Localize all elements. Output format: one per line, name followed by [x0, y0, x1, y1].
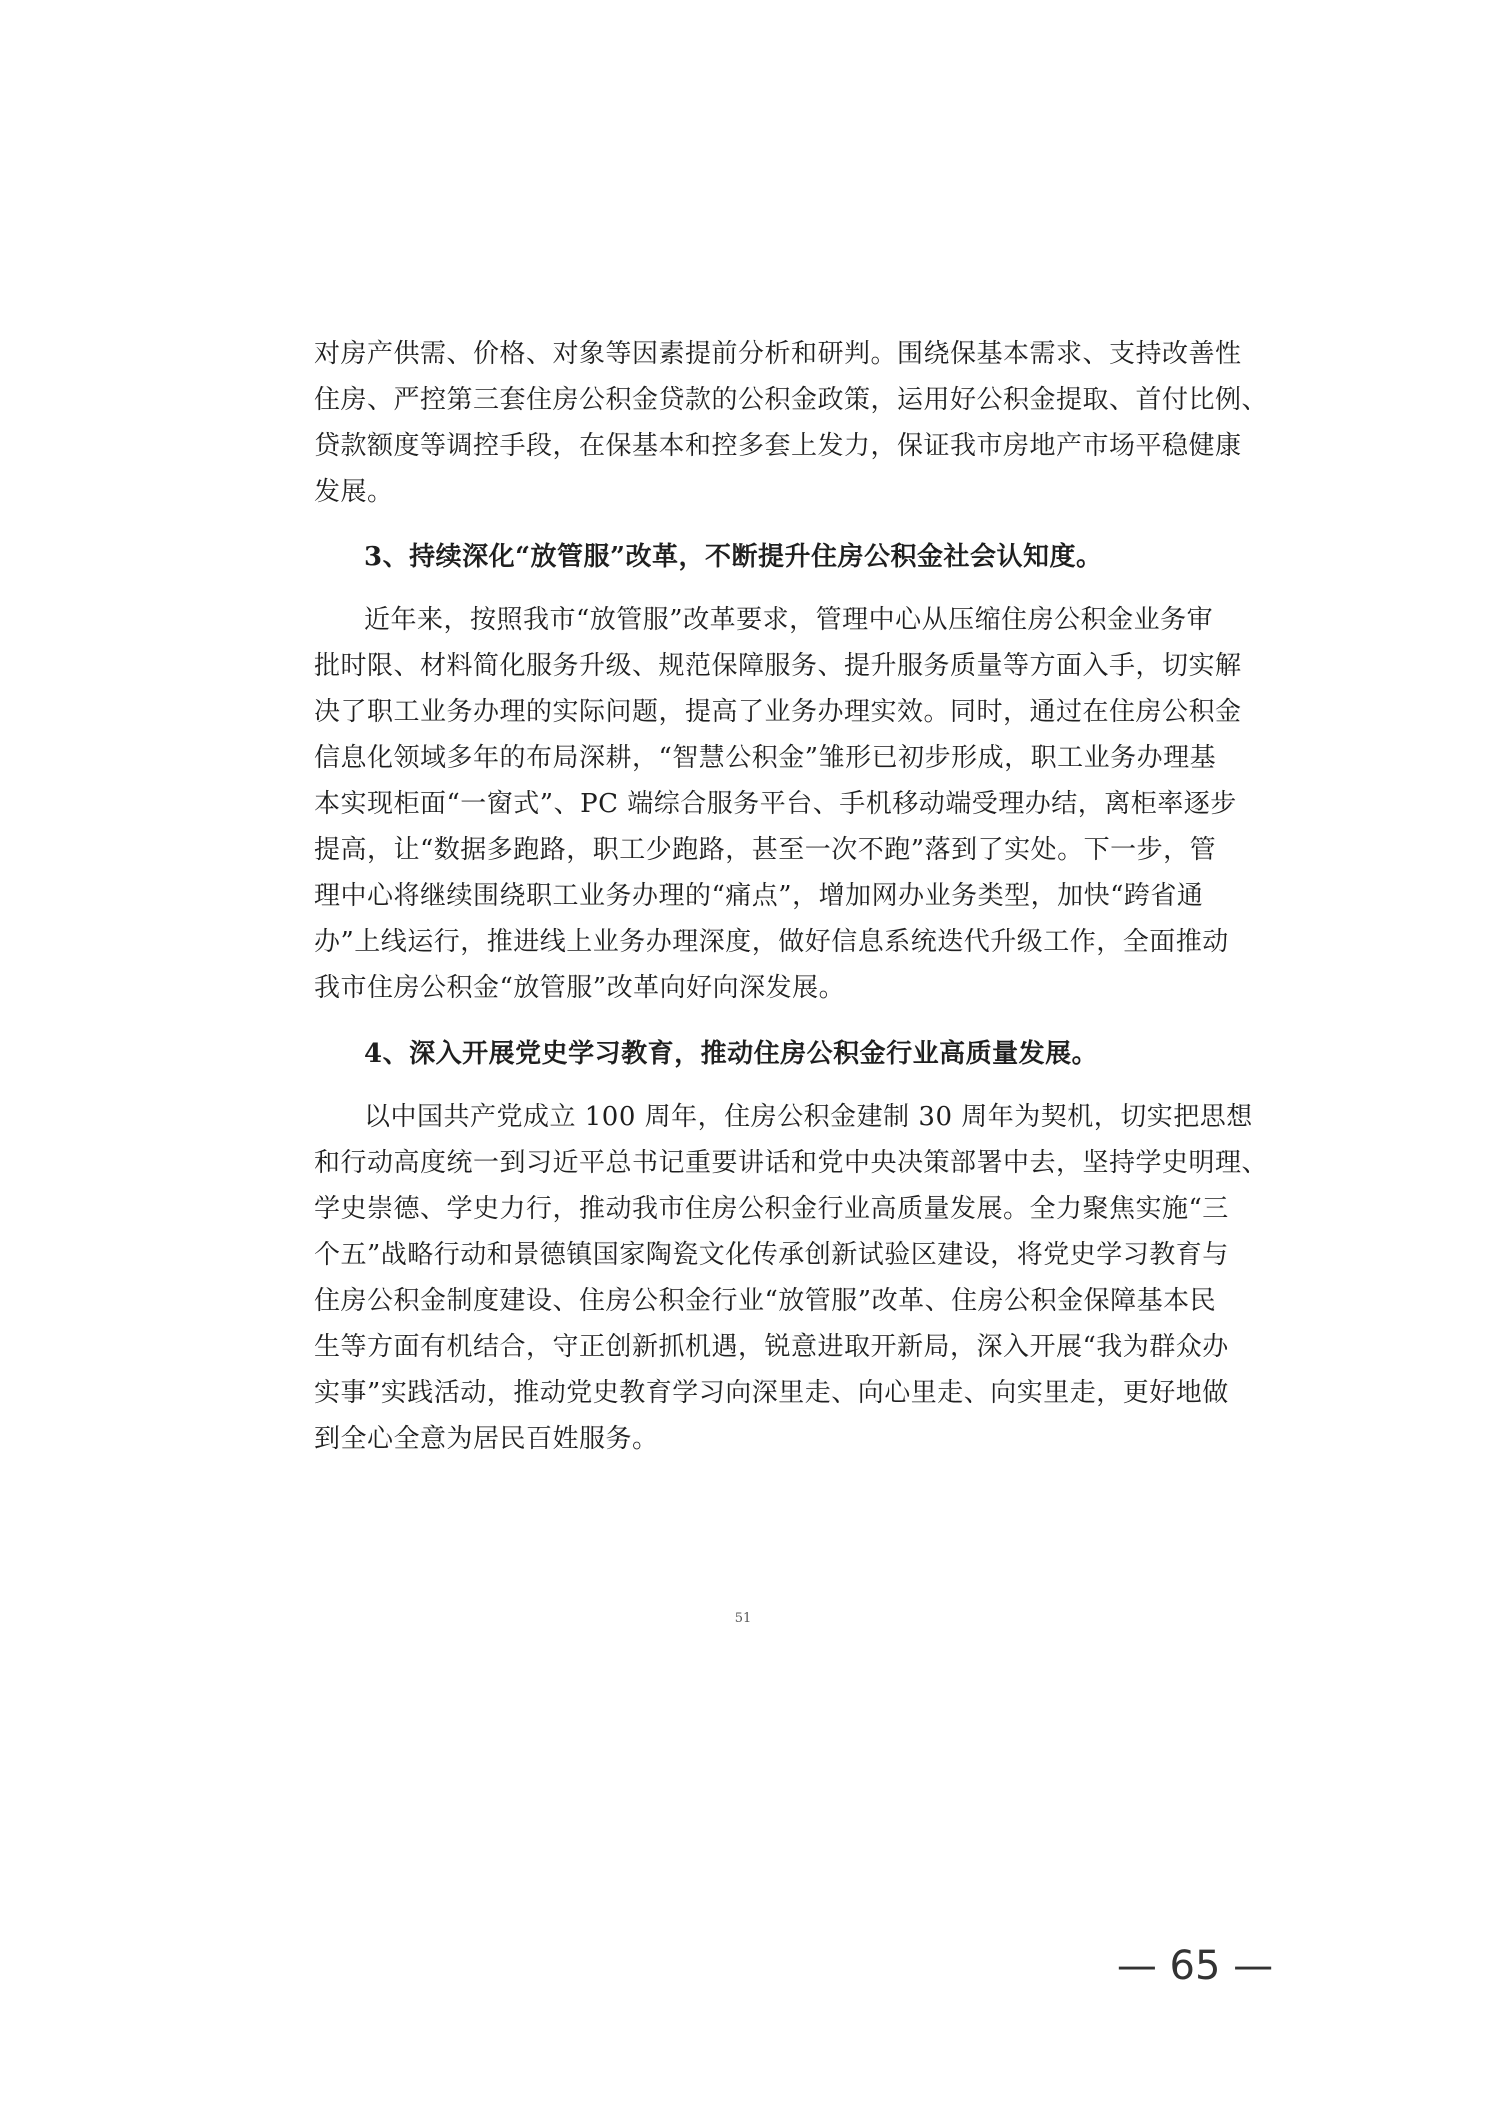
paragraph-line: 以中国共产党成立 100 周年，住房公积金建制 30 周年为契机，切实把思想: [364, 1102, 1253, 1132]
paragraph-line: 住房公积金制度建设、住房公积金行业“放管服”改革、住房公积金保障基本民: [314, 1286, 1217, 1316]
paragraph-line: 学史崇德、学史力行，推动我市住房公积金行业高质量发展。全力聚焦实施“三: [314, 1194, 1229, 1224]
paragraph-line: 住房、严控第三套住房公积金贷款的公积金政策，运用好公积金提取、首付比例、: [314, 385, 1269, 415]
paragraph-line: 到全心全意为居民百姓服务。: [314, 1424, 659, 1454]
paragraph-line: 信息化领域多年的布局深耕，“智慧公积金”雏形已初步形成，职工业务办理基: [314, 743, 1217, 773]
section-heading-4: 4、深入开展党史学习教育，推动住房公积金行业高质量发展。: [364, 1039, 1099, 1069]
paragraph-line: 生等方面有机结合，守正创新抓机遇，锐意进取开新局，深入开展“我为群众办: [314, 1332, 1229, 1362]
paragraph-line: 实事”实践活动，推动党史教育学习向深里走、向心里走、向实里走，更好地做: [314, 1378, 1229, 1408]
paragraph-line: 提高，让“数据多跑路，职工少跑路，甚至一次不跑”落到了实处。下一步，管: [314, 835, 1217, 865]
paragraph-line: 发展。: [314, 477, 394, 507]
inner-page-number: 51: [734, 1611, 752, 1626]
paragraph-line: 贷款额度等调控手段，在保基本和控多套上发力，保证我市房地产市场平稳健康: [314, 431, 1242, 461]
section-heading-3: 3、持续深化“放管服”改革，不断提升住房公积金社会认知度。: [364, 542, 1103, 572]
paragraph-line: 个五”战略行动和景德镇国家陶瓷文化传承创新试验区建设，将党史学习教育与: [314, 1240, 1229, 1270]
outer-page-number: — 65 —: [1116, 1943, 1274, 1989]
paragraph-line: 对房产供需、价格、对象等因素提前分析和研判。围绕保基本需求、支持改善性: [314, 339, 1242, 369]
paragraph-line: 和行动高度统一到习近平总书记重要讲话和党中央决策部署中去，坚持学史明理、: [314, 1148, 1269, 1178]
paragraph-line: 理中心将继续围绕职工业务办理的“痛点”，增加网办业务类型，加快“跨省通: [314, 881, 1204, 911]
paragraph-line: 决了职工业务办理的实际问题，提高了业务办理实效。同时，通过在住房公积金: [314, 697, 1242, 727]
paragraph-line: 我市住房公积金“放管服”改革向好向深发展。: [314, 973, 846, 1003]
paragraph-line: 近年来，按照我市“放管服”改革要求，管理中心从压缩住房公积金业务审: [364, 605, 1214, 635]
paragraph-line: 本实现柜面“一窗式”、PC 端综合服务平台、手机移动端受理办结，离柜率逐步: [314, 789, 1237, 819]
paragraph-line: 批时限、材料简化服务升级、规范保障服务、提升服务质量等方面入手，切实解: [314, 651, 1242, 681]
paragraph-line: 办”上线运行，推进线上业务办理深度，做好信息系统迭代升级工作，全面推动: [314, 927, 1229, 957]
